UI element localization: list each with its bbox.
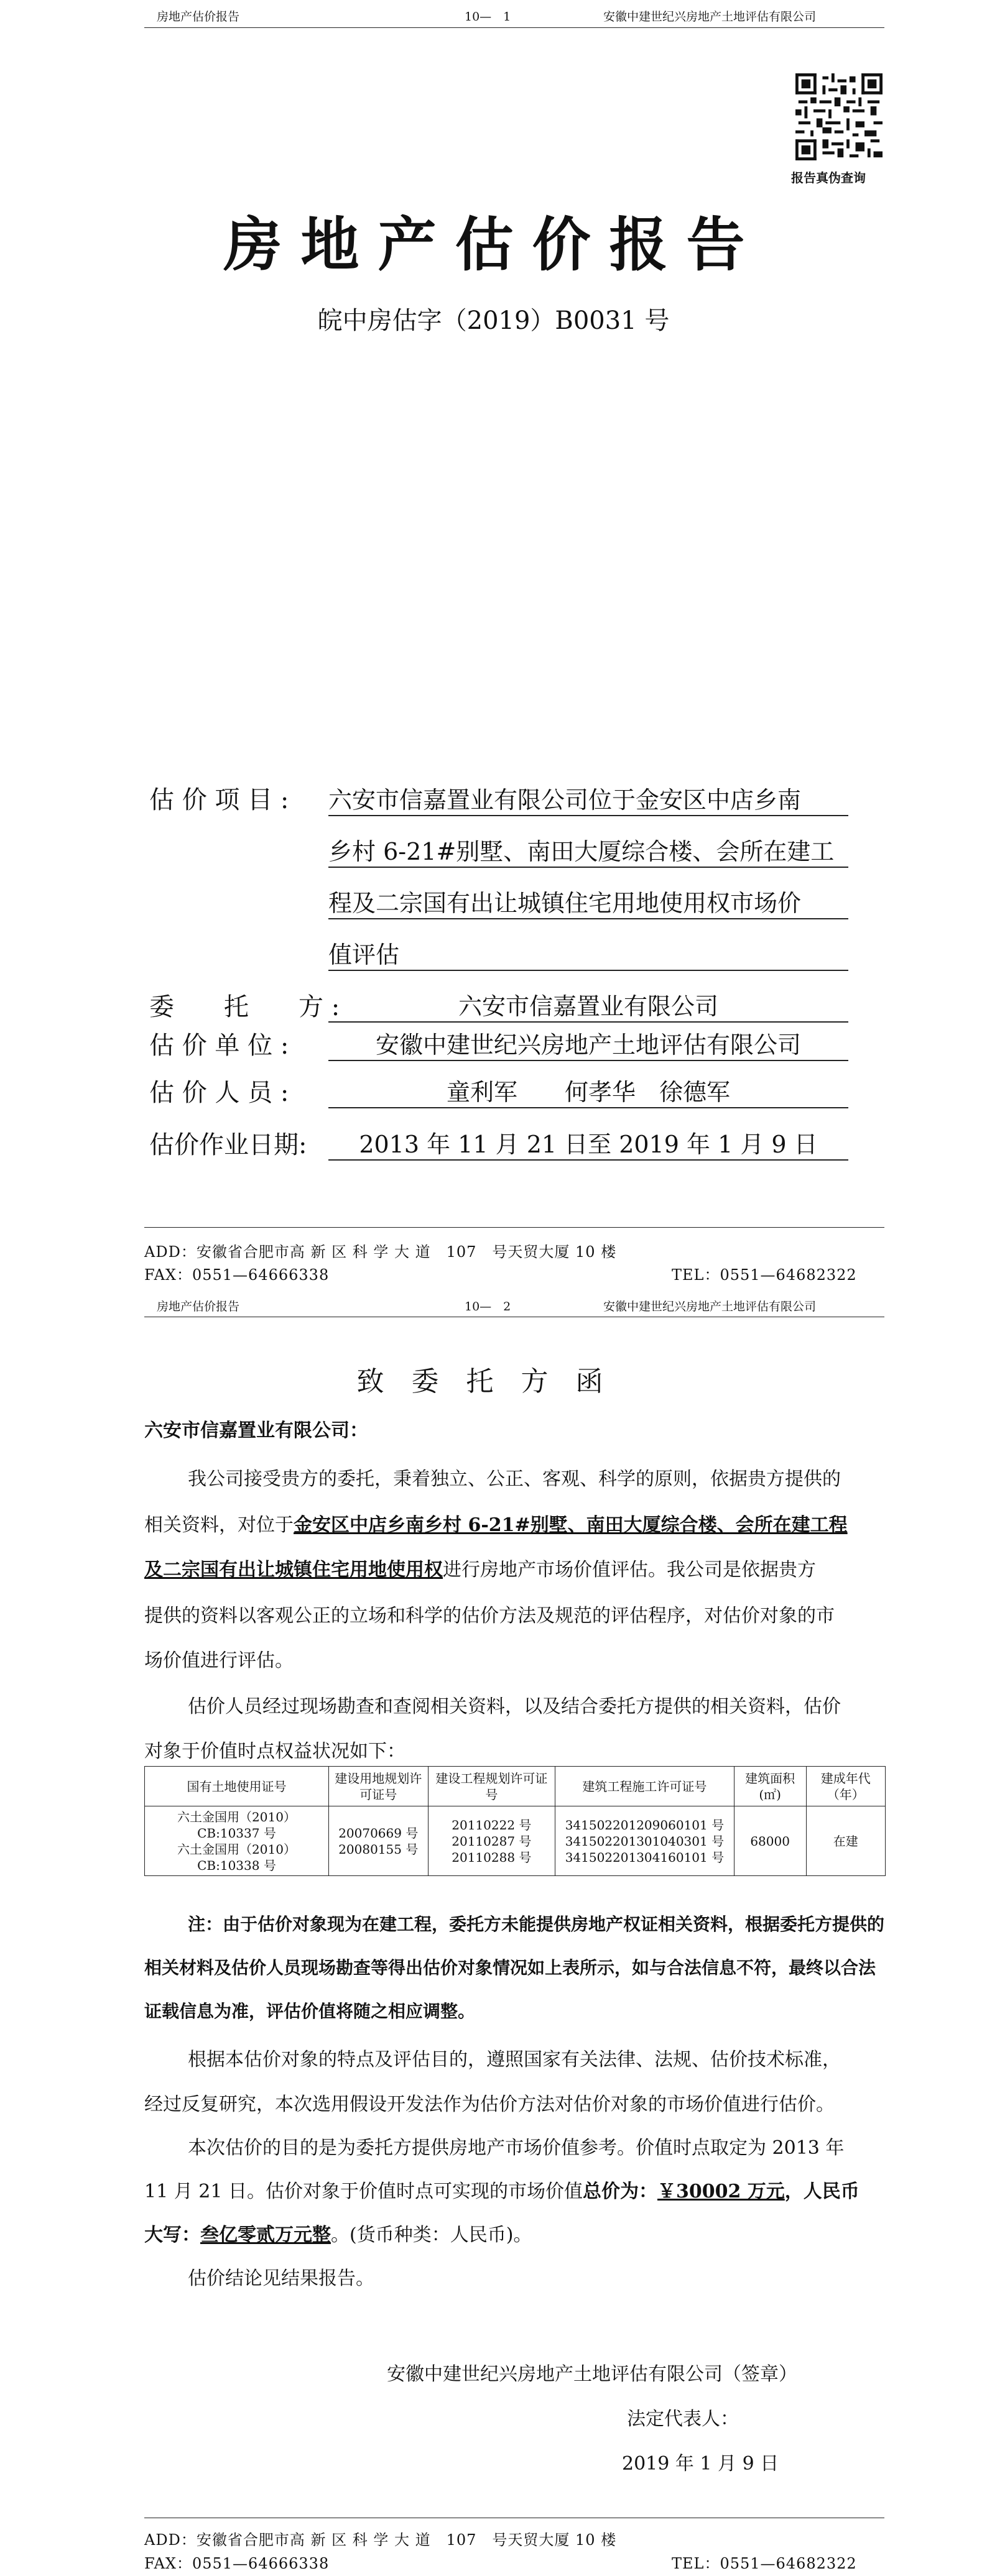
p4-line-1: 本次估价的目的是为委托方提供房地产市场价值参考。价值时点取定为 2013 年 xyxy=(188,2137,845,2159)
work-date-label: 估价作业日期: xyxy=(149,1131,307,1159)
p2-line-1: 估价人员经过现场勘查和查阅相关资料，以及结合委托方提供的相关资料，估价 xyxy=(188,1696,841,1718)
work-date-value: 2013 年 11 月 21 日至 2019 年 1 月 9 日 xyxy=(328,1125,848,1161)
client-value: 六安市信嘉置业有限公司 xyxy=(328,987,848,1023)
signature-company: 安徽中建世纪兴房地产土地评估有限公司（签章） xyxy=(387,2363,797,2385)
page-header-left: 房地产估价报告 xyxy=(157,10,240,24)
footer-fax: FAX：0551—64666338 xyxy=(144,2555,330,2572)
footer-fax: FAX：0551—64666338 xyxy=(144,1266,330,1284)
cell-eng-permit: 20110222 号 20110287 号 20110288 号 xyxy=(428,1806,555,1876)
page-header-right: 安徽中建世纪兴房地产土地评估有限公司 xyxy=(603,1300,817,1313)
rights-table xyxy=(144,1766,886,1876)
header-rule xyxy=(144,27,884,28)
project-line-3: 程及二宗国有出让城镇住宅用地使用权市场价 xyxy=(328,884,848,919)
signature-representative: 法定代表人： xyxy=(627,2408,739,2430)
note-line-2: 相关材料及估价人员现场勘查等得出估价对象情况如上表所示，如与合法信息不符，最终以合法 xyxy=(144,1957,876,1978)
letter-title: 致委托方函 xyxy=(356,1366,631,1397)
cell-build-permit: 341502201209060101 号 341502201301040301 号 341502201304160101 号 xyxy=(555,1806,734,1876)
p1-line-2: 相关资料，对位于金安区中店乡南乡村 6-21#别墅、南田大厦综合楼、会所在建工程 xyxy=(144,1514,848,1536)
p4-line-2: 11 月 21 日。估价对象于价值时点可实现的市场价值总价为：￥30002 万元，人民币 xyxy=(144,2181,860,2202)
p1-line-1: 我公司接受贵方的委托，秉着独立、公正、客观、科学的原则，依据贵方提供的 xyxy=(188,1468,841,1490)
page-header-left: 房地产估价报告 xyxy=(157,1300,240,1313)
th-eng-permit: 建设工程规划许可证号 xyxy=(428,1767,555,1806)
project-label: 估 价 项 目 : xyxy=(149,786,289,814)
p3-line-2: 经过反复研究，本次选用假设开发法作为估价方法对估价对象的市场价值进行估价。 xyxy=(144,2094,835,2115)
th-build-permit: 建筑工程施工许可证号 xyxy=(555,1767,734,1806)
p3-line-1: 根据本估价对象的特点及评估目的，遵照国家有关法律、法规、估价技术标准， xyxy=(188,2049,841,2071)
cell-area: 68000 xyxy=(734,1806,806,1876)
appraisers-value: 童利军 何孝华 徐德军 xyxy=(328,1073,848,1108)
page-header-number: 10— 2 xyxy=(465,1300,511,1313)
cell-land-cert: 六土金国用（2010） CB:10337 号 六土金国用（2010） CB:10338 号 xyxy=(145,1806,329,1876)
p1-line-4: 提供的资料以客观公正的立场和科学的估价方法及规范的评估程序，对估价对象的市 xyxy=(144,1605,835,1627)
p4-line-3: 大写：叁亿零贰万元整。(货币种类：人民币)。 xyxy=(144,2224,532,2246)
qr-caption: 报告真伪查询 xyxy=(791,170,866,185)
footer-address: ADD：安徽省合肥市高 新 区 科 学 大 道 107 号天贸大厦 10 楼 xyxy=(144,2531,617,2549)
cell-year: 在建 xyxy=(806,1806,885,1876)
th-year: 建成年代（年） xyxy=(806,1767,885,1806)
footer-rule xyxy=(144,1227,884,1228)
note-line-1: 注：由于估价对象现为在建工程，委托方未能提供房地产权证相关资料，根据委托方提供的 xyxy=(188,1914,885,1934)
p2-line-2: 对象于价值时点权益状况如下： xyxy=(144,1741,405,1762)
document-number: 皖中房估字（2019）B0031 号 xyxy=(317,306,670,335)
p5-conclusion: 估价结论见结果报告。 xyxy=(188,2268,374,2289)
footer-address: ADD：安徽省合肥市高 新 区 科 学 大 道 107 号天贸大厦 10 楼 xyxy=(144,1243,617,1261)
appraiser-unit-label: 估 价 单 位 : xyxy=(149,1031,289,1060)
client-label: 委 托 方 : xyxy=(149,993,340,1021)
project-line-2: 乡村 6-21#别墅、南田大厦综合楼、会所在建工 xyxy=(328,832,848,868)
p1-line-3: 及二宗国有出让城镇住宅用地使用权进行房地产市场价值评估。我公司是依据贵方 xyxy=(144,1559,816,1581)
qr-code-icon[interactable] xyxy=(795,73,883,160)
page-header-number: 10— 1 xyxy=(465,10,511,24)
th-plan-permit: 建设用地规划许可证号 xyxy=(328,1767,428,1806)
salutation: 六安市信嘉置业有限公司： xyxy=(144,1420,368,1442)
footer-tel: TEL：0551—64682322 xyxy=(672,1266,857,1284)
th-land-cert: 国有土地使用证号 xyxy=(145,1767,329,1806)
appraiser-unit-value: 安徽中建世纪兴房地产土地评估有限公司 xyxy=(328,1026,848,1061)
page-header-right: 安徽中建世纪兴房地产土地评估有限公司 xyxy=(603,10,817,24)
cell-plan-permit: 20070669 号 20080155 号 xyxy=(328,1806,428,1876)
project-line-4: 值评估 xyxy=(328,936,848,971)
appraisers-label: 估 价 人 员 : xyxy=(149,1079,289,1107)
th-area: 建筑面积(㎡) xyxy=(734,1767,806,1806)
project-line-1: 六安市信嘉置业有限公司位于金安区中店乡南 xyxy=(328,781,848,816)
p1-line-5: 场价值进行评估。 xyxy=(144,1650,294,1672)
report-title: 房地产估价报告 xyxy=(223,211,764,279)
footer-tel: TEL：0551—64682322 xyxy=(672,2555,857,2572)
signature-date: 2019 年 1 月 9 日 xyxy=(622,2453,779,2475)
note-line-3: 证载信息为准，评估价值将随之相应调整。 xyxy=(144,2001,476,2022)
